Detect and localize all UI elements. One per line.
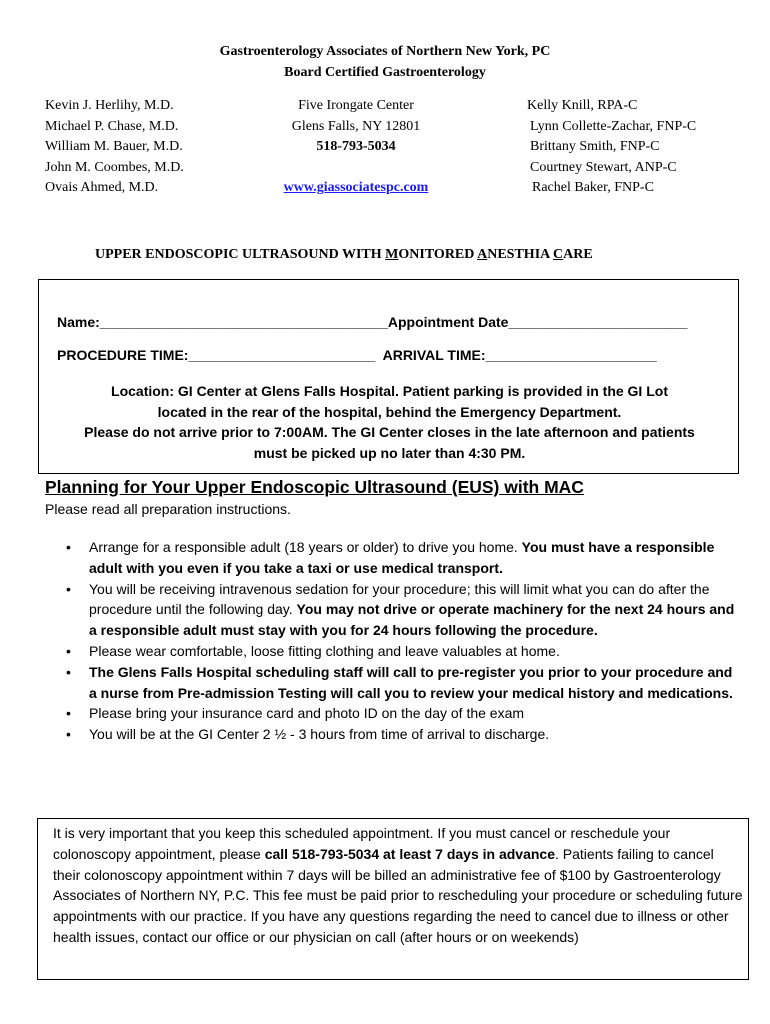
website-link[interactable]: www.giassociatespc.com [283, 180, 429, 196]
list-item: • Arrange for a responsible adult (18 years or older) to drive you home. You must have a responsible adult with you even if you take a taxi or use medical transport. [66, 537, 736, 579]
staff-name: Lynn Collette-Zachar, FNP-C [530, 118, 697, 134]
appointment-box [38, 279, 739, 474]
name-appointment-line [57, 314, 688, 330]
name-field[interactable]: _____________________________________ [99, 314, 388, 330]
arrival-time-label: ARRIVAL TIME: [382, 347, 486, 363]
staff-name: Kelly Knill, RPA-C [527, 98, 638, 113]
physician-name: Ovais Ahmed, M.D. [45, 180, 159, 196]
procedure-time-label: PROCEDURE TIME: [57, 347, 189, 363]
practice-name: Gastroenterology Associates of Northern New York, PC [219, 44, 551, 59]
appointment-date-label: Appointment Date [387, 314, 509, 330]
planning-subtitle: Please read all preparation instructions. [45, 501, 291, 517]
physician-name: Kevin J. Herlihy, M.D. [45, 98, 174, 113]
procedure-title: UPPER ENDOSCOPIC ULTRASOUND WITH MONITORED ANESTHIA CARE [95, 247, 593, 262]
staff-list [527, 96, 696, 199]
list-item: • Please bring your insurance card and photo ID on the day of the exam [66, 703, 736, 724]
time-line [57, 347, 657, 363]
physician-name: John M. Coombes, M.D. [45, 159, 184, 175]
procedure-time-field[interactable]: ________________________ [188, 347, 376, 363]
list-item: • The Glens Falls Hospital scheduling staff will call to pre-register you prior to your procedure and a nurse from Pre-admission Testing will call you to review your medical history and medications. [66, 662, 736, 704]
location-info: Location: GI Center at Glens Falls Hospital. Patient parking is provided in the GI Lot located in the rear of the hospital, behind the Emergency Department. Please do not arrive prior to 7:00AM. The GI Center closes in the late afternoon and patients must be picked up no later than 4:30 PM. [84, 383, 695, 461]
physician-name: William M. Bauer, M.D. [45, 139, 183, 155]
address-line: Glens Falls, NY 12801 [291, 118, 421, 134]
physician-list [45, 96, 184, 199]
planning-title: Planning for Your Upper Endoscopic Ultrasound (EUS) with MAC [45, 477, 584, 497]
physician-name: Michael P. Chase, M.D. [45, 118, 179, 134]
address-line: Five Irongate Center [298, 98, 414, 113]
list-item: • You will be receiving intravenous sedation for your procedure; this will limit what you can do after the procedure until the following day. You may not drive or operate machinery for the next 24 hours and a responsible adult must stay with you for 24 hours following the procedure. [66, 579, 736, 641]
staff-name: Rachel Baker, FNP-C [532, 180, 654, 196]
phone-number: 518-793-5034 [316, 139, 396, 155]
name-label: Name: [57, 314, 100, 330]
arrival-time-field[interactable]: ______________________ [485, 347, 657, 363]
instruction-list [66, 537, 736, 745]
cancellation-notice: It is very important that you keep this scheduled appointment. If you must cancel or reschedule your colonoscopy appointment, please call 518-793-5034 at least 7 days in advance. Patients failing to cancel their colonoscopy appointment within 7 days will be billed an administrative fee of $100 by Gastroenterology Associates of Northern NY, P.C. This fee must be paid prior to rescheduling your procedure or scheduling future appointments with our practice. If you have any questions regarding the need to cancel due to illness or other health issues, contact our office or our physician on call (after hours or on weekends) [37, 818, 749, 980]
list-item: • You will be at the GI Center 2 ½ - 3 hours from time of arrival to discharge. [66, 724, 736, 745]
list-item: • Please wear comfortable, loose fitting clothing and leave valuables at home. [66, 641, 736, 662]
address-block [270, 96, 442, 199]
staff-name: Courtney Stewart, ANP-C [530, 159, 677, 175]
staff-name: Brittany Smith, FNP-C [530, 139, 660, 155]
appointment-date-field[interactable]: _______________________ [508, 314, 688, 330]
practice-subtitle: Board Certified Gastroenterology [284, 65, 486, 80]
